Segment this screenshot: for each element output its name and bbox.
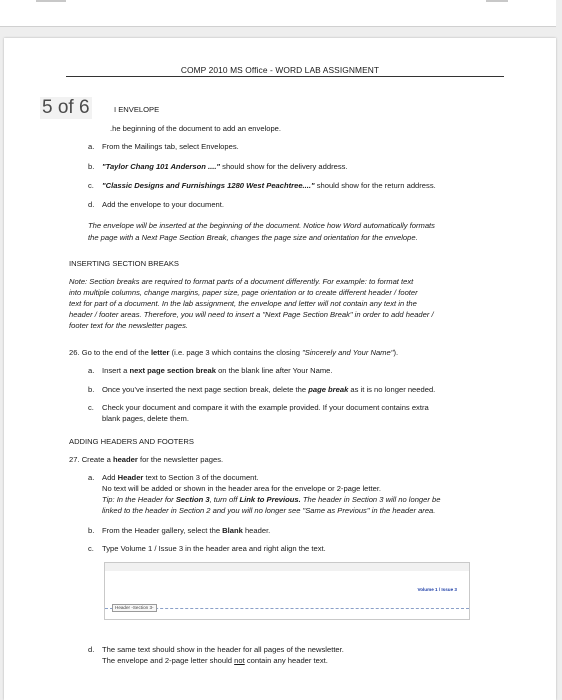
page-indicator: 5 of 6 xyxy=(42,97,90,118)
previous-page-footer-mark-right xyxy=(486,0,508,2)
section-breaks-note-3: text for part of a document. In the lab assignment, the envelope and letter will not contain any text in the xyxy=(69,299,417,308)
previous-page-edge xyxy=(0,0,556,27)
example-header-text: Volume 1 / Issue 3 xyxy=(417,587,457,592)
step-27-a-tip: Tip: In the Header for Section 3, turn off Link to Previous. The header in Section 3 will no longer be xyxy=(102,495,441,504)
envelope-step-c: c. "Classic Designs and Furnishings 1280 West Peachtree...." should show for the return address. xyxy=(88,181,436,190)
page-header-title: COMP 2010 MS Office - WORD LAB ASSIGNMENT xyxy=(180,65,380,75)
example-page-top xyxy=(105,563,469,571)
step-26-c-line-2: blank pages, delete them. xyxy=(102,414,189,423)
envelope-note-line-2: the page with a Next Page Section Break, changes the page size and orientation for the envelope. xyxy=(88,233,418,242)
section-breaks-heading: INSERTING SECTION BREAKS xyxy=(69,259,179,268)
step-27-d-line-2: The envelope and 2-page letter should not contain any header text. xyxy=(102,656,328,665)
header-example-image xyxy=(104,562,470,620)
header-rule xyxy=(66,76,504,77)
step-26: 26. Go to the end of the letter (i.e. page 3 which contains the closing "Sincerely and Your Name"). xyxy=(69,348,399,357)
step-26-c: c. Check your document and compare it with the example provided. If your document contains extra xyxy=(88,403,429,412)
envelope-intro: .he beginning of the document to add an envelope. xyxy=(110,124,282,133)
step-27-a: a. Add Header text to Section 3 of the document. xyxy=(88,473,259,482)
example-header-divider xyxy=(105,608,469,609)
headers-footers-heading: ADDING HEADERS AND FOOTERS xyxy=(69,437,194,446)
section-breaks-note-5: footer text for the newsletter pages. xyxy=(69,321,189,330)
envelope-step-a: a. From the Mailings tab, select Envelopes. xyxy=(88,142,239,151)
step-26-b: b. Once you've inserted the next page section break, delete the page break as it is no longer needed. xyxy=(88,385,436,394)
envelope-step-d: d. Add the envelope to your document. xyxy=(88,200,225,209)
section-breaks-note-4: header / footer areas. Therefore, you will need to insert a "Next Page Section Break" in order to add header / xyxy=(69,310,434,319)
envelope-heading: I ENVELOPE xyxy=(114,105,160,114)
example-section-tag: Header -Section 3- xyxy=(112,604,157,612)
envelope-note-line-1: The envelope will be inserted at the beginning of the document. Notice how Word automatically formats xyxy=(88,221,435,230)
section-breaks-note-2: into multiple columns, change margins, paper size, page orientation or to create different header / footer xyxy=(69,288,418,297)
step-27-b: b. From the Header gallery, select the Blank header. xyxy=(88,526,271,535)
section-breaks-note-1: Note: Section breaks are required to format parts of a document differently. For example: to format text xyxy=(69,277,414,286)
step-27-c: c. Type Volume 1 / Issue 3 in the header area and right align the text. xyxy=(88,544,326,553)
step-26-a: a. Insert a next page section break on the blank line after Your Name. xyxy=(88,366,333,375)
step-27-d: d. The same text should show in the header for all pages of the newsletter. xyxy=(88,645,344,654)
step-27-a-line-4: linked to the header in Section 2 and you will no longer see "Same as Previous" in the header area. xyxy=(102,506,436,515)
envelope-step-b: b. "Taylor Chang 101 Anderson ...." should show for the delivery address. xyxy=(88,162,348,171)
step-27: 27. Create a header for the newsletter pages. xyxy=(69,455,224,464)
step-27-a-line-2: No text will be added or shown in the header area for the envelope or 2-page letter. xyxy=(102,484,382,493)
document-page xyxy=(4,38,556,700)
previous-page-footer-mark-left xyxy=(36,0,66,2)
